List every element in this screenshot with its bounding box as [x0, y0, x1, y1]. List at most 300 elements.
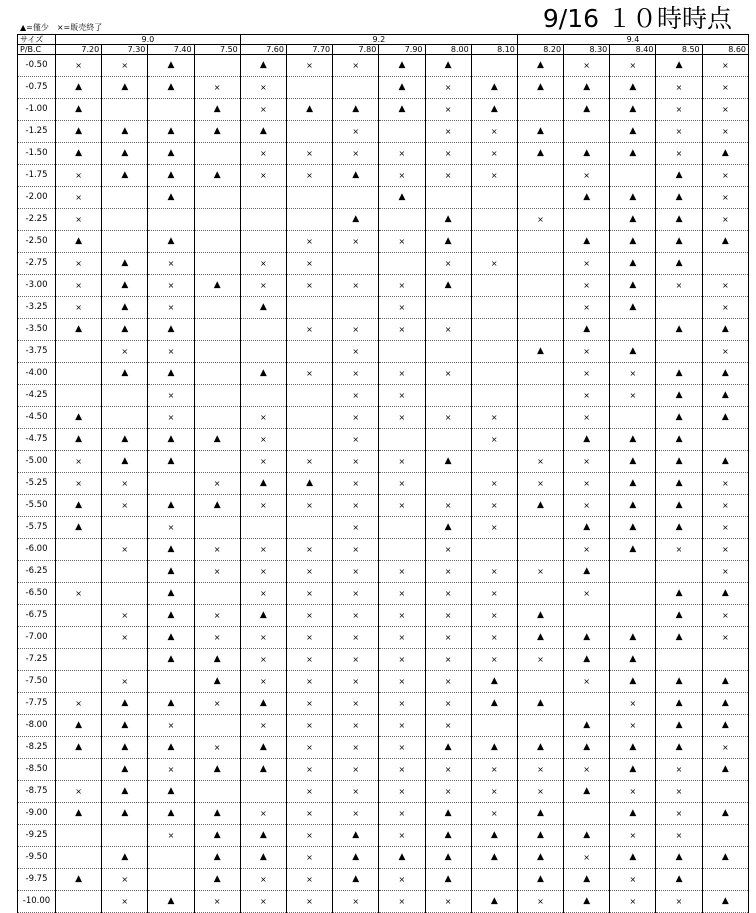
- stock-cell: ▲: [610, 671, 656, 693]
- stock-cell: ▲: [610, 649, 656, 671]
- stock-cell: [379, 121, 425, 143]
- stock-cell: ×: [148, 341, 194, 363]
- stock-cell: ×: [240, 99, 286, 121]
- stock-cell: ×: [333, 385, 379, 407]
- stock-cell: ×: [702, 275, 748, 297]
- column-header: 8.50: [656, 45, 702, 55]
- stock-cell: ▲: [56, 517, 102, 539]
- stock-cell: [194, 363, 240, 385]
- stock-cell: ×: [564, 847, 610, 869]
- stock-cell: [517, 715, 563, 737]
- stock-cell: ×: [286, 671, 332, 693]
- stock-cell: ▲: [564, 187, 610, 209]
- stock-cell: [379, 517, 425, 539]
- stock-cell: ×: [702, 209, 748, 231]
- stock-cell: ▲: [194, 869, 240, 891]
- stock-cell: [517, 253, 563, 275]
- stock-cell: ▲: [610, 121, 656, 143]
- stock-cell: ▲: [702, 231, 748, 253]
- stock-cell: ×: [517, 561, 563, 583]
- stock-cell: [425, 473, 471, 495]
- header-row-columns: [18, 45, 749, 55]
- table-row: [18, 649, 749, 671]
- stock-cell: ×: [425, 253, 471, 275]
- stock-cell: ×: [286, 781, 332, 803]
- stock-cell: [56, 759, 102, 781]
- stock-cell: [471, 231, 517, 253]
- stock-cell: ×: [333, 517, 379, 539]
- stock-cell: ▲: [102, 253, 148, 275]
- stock-cell: [656, 649, 702, 671]
- stock-cell: ▲: [425, 451, 471, 473]
- power-cell: -0.50: [18, 55, 56, 77]
- stock-cell: ▲: [240, 737, 286, 759]
- stock-cell: ×: [610, 781, 656, 803]
- table-row: [18, 209, 749, 231]
- power-cell: -2.00: [18, 187, 56, 209]
- stock-cell: [286, 209, 332, 231]
- stock-cell: [333, 253, 379, 275]
- stock-cell: ▲: [194, 759, 240, 781]
- stock-cell: ×: [702, 495, 748, 517]
- stock-cell: ×: [379, 891, 425, 913]
- stock-cell: ×: [610, 825, 656, 847]
- stock-cell: ×: [702, 517, 748, 539]
- stock-cell: ×: [56, 275, 102, 297]
- stock-cell: ×: [471, 495, 517, 517]
- table-row: [18, 781, 749, 803]
- stock-cell: ×: [194, 473, 240, 495]
- power-cell: -3.25: [18, 297, 56, 319]
- power-cell: -5.00: [18, 451, 56, 473]
- stock-cell: ▲: [564, 781, 610, 803]
- stock-cell: [517, 99, 563, 121]
- stock-cell: ×: [333, 275, 379, 297]
- stock-cell: ×: [240, 715, 286, 737]
- column-header: 7.30: [102, 45, 148, 55]
- stock-cell: ▲: [610, 429, 656, 451]
- stock-cell: [517, 583, 563, 605]
- table-row: [18, 561, 749, 583]
- stock-cell: ×: [517, 781, 563, 803]
- power-cell: -3.75: [18, 341, 56, 363]
- stock-cell: ×: [333, 803, 379, 825]
- power-cell: -1.00: [18, 99, 56, 121]
- stock-cell: ▲: [656, 451, 702, 473]
- power-cell: -2.75: [18, 253, 56, 275]
- power-cell: -5.75: [18, 517, 56, 539]
- stock-cell: [702, 825, 748, 847]
- stock-cell: ▲: [564, 737, 610, 759]
- table-row: [18, 341, 749, 363]
- stock-cell: ×: [333, 671, 379, 693]
- stock-cell: ▲: [564, 649, 610, 671]
- stock-cell: [379, 429, 425, 451]
- stock-cell: ▲: [286, 473, 332, 495]
- stock-cell: ×: [702, 561, 748, 583]
- stock-cell: ▲: [56, 319, 102, 341]
- stock-cell: ×: [194, 693, 240, 715]
- power-cell: -1.75: [18, 165, 56, 187]
- stock-cell: ×: [56, 781, 102, 803]
- stock-cell: ×: [333, 759, 379, 781]
- stock-cell: ▲: [56, 737, 102, 759]
- stock-cell: [56, 891, 102, 913]
- stock-cell: ▲: [564, 561, 610, 583]
- stock-cell: [194, 143, 240, 165]
- table-row: [18, 253, 749, 275]
- stock-table: [17, 34, 749, 913]
- stock-cell: [56, 363, 102, 385]
- stock-cell: ×: [425, 583, 471, 605]
- stock-cell: ×: [564, 407, 610, 429]
- stock-cell: ×: [517, 759, 563, 781]
- stock-cell: ▲: [148, 803, 194, 825]
- stock-cell: ×: [240, 143, 286, 165]
- stock-cell: [425, 297, 471, 319]
- stock-cell: ▲: [610, 803, 656, 825]
- table-row: [18, 363, 749, 385]
- stock-cell: ×: [379, 473, 425, 495]
- stock-cell: ▲: [240, 121, 286, 143]
- stock-cell: ×: [148, 517, 194, 539]
- stock-cell: ▲: [148, 451, 194, 473]
- stock-cell: [56, 847, 102, 869]
- stock-cell: ×: [286, 55, 332, 77]
- stock-cell: ×: [471, 605, 517, 627]
- stock-cell: ▲: [610, 451, 656, 473]
- stock-cell: [656, 297, 702, 319]
- stock-cell: [194, 231, 240, 253]
- power-cell: -2.25: [18, 209, 56, 231]
- stock-cell: ×: [102, 869, 148, 891]
- stock-cell: ×: [286, 539, 332, 561]
- stock-cell: ×: [333, 55, 379, 77]
- stock-cell: ×: [610, 715, 656, 737]
- stock-cell: ×: [286, 715, 332, 737]
- power-cell: -2.50: [18, 231, 56, 253]
- stock-cell: ×: [240, 671, 286, 693]
- stock-cell: [333, 187, 379, 209]
- stock-cell: ×: [517, 209, 563, 231]
- stock-cell: ▲: [379, 847, 425, 869]
- stock-cell: ▲: [148, 583, 194, 605]
- stock-cell: ×: [56, 451, 102, 473]
- stock-cell: ▲: [610, 495, 656, 517]
- power-cell: -4.00: [18, 363, 56, 385]
- stock-cell: ×: [425, 495, 471, 517]
- stock-cell: [517, 297, 563, 319]
- stock-cell: ×: [148, 297, 194, 319]
- stock-cell: ×: [333, 407, 379, 429]
- table-row: [18, 407, 749, 429]
- power-cell: -6.00: [18, 539, 56, 561]
- stock-cell: ▲: [656, 583, 702, 605]
- stock-cell: ×: [471, 649, 517, 671]
- table-row: [18, 847, 749, 869]
- stock-cell: [425, 341, 471, 363]
- stock-cell: ×: [656, 803, 702, 825]
- stock-cell: ×: [240, 77, 286, 99]
- stock-cell: ▲: [102, 165, 148, 187]
- stock-cell: ▲: [564, 715, 610, 737]
- power-cell: -8.00: [18, 715, 56, 737]
- stock-cell: [471, 539, 517, 561]
- stock-cell: ▲: [656, 55, 702, 77]
- stock-cell: ×: [240, 649, 286, 671]
- stock-cell: ×: [194, 627, 240, 649]
- stock-cell: ▲: [610, 275, 656, 297]
- stock-cell: ×: [379, 583, 425, 605]
- stock-cell: [425, 385, 471, 407]
- stock-cell: ×: [379, 869, 425, 891]
- stock-cell: [333, 77, 379, 99]
- stock-cell: ▲: [194, 495, 240, 517]
- stock-cell: ×: [286, 869, 332, 891]
- power-cell: -7.00: [18, 627, 56, 649]
- stock-cell: ×: [194, 891, 240, 913]
- stock-cell: ▲: [517, 55, 563, 77]
- stock-cell: ×: [56, 209, 102, 231]
- stock-cell: [471, 341, 517, 363]
- stock-cell: ×: [702, 341, 748, 363]
- stock-cell: ×: [286, 583, 332, 605]
- stock-cell: ▲: [148, 319, 194, 341]
- stock-cell: [425, 429, 471, 451]
- table-row: [18, 825, 749, 847]
- stock-cell: [517, 407, 563, 429]
- stock-cell: ×: [333, 539, 379, 561]
- table-row: [18, 121, 749, 143]
- stock-cell: ▲: [610, 99, 656, 121]
- table-row: [18, 737, 749, 759]
- stock-cell: ▲: [564, 77, 610, 99]
- stock-cell: [517, 231, 563, 253]
- stock-cell: ▲: [148, 187, 194, 209]
- stock-cell: ▲: [656, 715, 702, 737]
- stock-cell: ▲: [379, 99, 425, 121]
- stock-cell: ▲: [148, 231, 194, 253]
- stock-cell: ▲: [240, 693, 286, 715]
- stock-cell: ×: [656, 121, 702, 143]
- stock-cell: [471, 385, 517, 407]
- stock-cell: ×: [425, 627, 471, 649]
- stock-cell: ×: [564, 253, 610, 275]
- stock-cell: ×: [564, 385, 610, 407]
- stock-cell: [564, 693, 610, 715]
- stock-cell: ▲: [610, 209, 656, 231]
- stock-cell: ▲: [102, 77, 148, 99]
- stock-cell: [610, 407, 656, 429]
- stock-cell: [702, 253, 748, 275]
- stock-cell: ×: [379, 671, 425, 693]
- stock-cell: ▲: [56, 143, 102, 165]
- stock-cell: ▲: [702, 143, 748, 165]
- stock-cell: ▲: [333, 825, 379, 847]
- stock-cell: [194, 341, 240, 363]
- stock-cell: ×: [286, 737, 332, 759]
- stock-cell: ▲: [471, 99, 517, 121]
- stock-cell: ×: [471, 121, 517, 143]
- stock-cell: ▲: [656, 869, 702, 891]
- stock-cell: ×: [379, 825, 425, 847]
- power-cell: -6.25: [18, 561, 56, 583]
- stock-cell: ×: [471, 803, 517, 825]
- stock-cell: ×: [240, 583, 286, 605]
- stock-cell: ▲: [517, 341, 563, 363]
- stock-cell: ×: [194, 77, 240, 99]
- stock-cell: ▲: [379, 55, 425, 77]
- stock-cell: [517, 165, 563, 187]
- stock-cell: [194, 253, 240, 275]
- stock-cell: ×: [517, 649, 563, 671]
- stock-cell: ×: [379, 363, 425, 385]
- table-row: [18, 187, 749, 209]
- stock-cell: ▲: [56, 77, 102, 99]
- stock-cell: ×: [240, 495, 286, 517]
- power-cell: -7.75: [18, 693, 56, 715]
- stock-cell: ×: [333, 561, 379, 583]
- table-row: [18, 297, 749, 319]
- power-cell: -9.00: [18, 803, 56, 825]
- stock-cell: ×: [425, 781, 471, 803]
- power-cell: -1.50: [18, 143, 56, 165]
- stock-cell: ×: [286, 649, 332, 671]
- stock-cell: ▲: [656, 737, 702, 759]
- stock-cell: [379, 539, 425, 561]
- stock-cell: ×: [286, 363, 332, 385]
- stock-cell: ×: [333, 363, 379, 385]
- stock-cell: ×: [564, 165, 610, 187]
- stock-cell: ×: [379, 231, 425, 253]
- stock-cell: ×: [240, 539, 286, 561]
- stock-cell: [286, 407, 332, 429]
- stock-cell: ×: [286, 143, 332, 165]
- stock-cell: ▲: [656, 627, 702, 649]
- stock-cell: [286, 297, 332, 319]
- power-cell: -3.50: [18, 319, 56, 341]
- stock-cell: ▲: [702, 385, 748, 407]
- stock-cell: ▲: [102, 275, 148, 297]
- stock-cell: ▲: [471, 825, 517, 847]
- stock-cell: ×: [656, 891, 702, 913]
- stock-cell: ×: [471, 473, 517, 495]
- stock-cell: [286, 121, 332, 143]
- stock-cell: ▲: [471, 891, 517, 913]
- stock-cell: ×: [379, 385, 425, 407]
- stock-cell: ×: [379, 165, 425, 187]
- stock-cell: ×: [148, 715, 194, 737]
- stock-cell: ×: [379, 451, 425, 473]
- stock-cell: ×: [333, 583, 379, 605]
- stock-cell: ▲: [148, 77, 194, 99]
- stock-cell: ×: [56, 253, 102, 275]
- stock-cell: [471, 209, 517, 231]
- stock-cell: ▲: [656, 605, 702, 627]
- stock-cell: ▲: [425, 209, 471, 231]
- stock-cell: ×: [148, 253, 194, 275]
- stock-cell: ×: [517, 891, 563, 913]
- stock-cell: ▲: [425, 55, 471, 77]
- stock-cell: ×: [56, 297, 102, 319]
- stock-cell: ▲: [56, 231, 102, 253]
- stock-cell: ▲: [194, 671, 240, 693]
- stock-cell: ×: [702, 187, 748, 209]
- stock-cell: [148, 473, 194, 495]
- column-header: 7.50: [194, 45, 240, 55]
- stock-cell: ▲: [56, 803, 102, 825]
- stock-cell: ▲: [148, 737, 194, 759]
- stock-cell: ▲: [240, 605, 286, 627]
- stock-cell: ▲: [379, 77, 425, 99]
- stock-cell: ▲: [702, 803, 748, 825]
- stock-cell: [194, 517, 240, 539]
- table-row: [18, 451, 749, 473]
- stock-cell: ▲: [517, 737, 563, 759]
- column-header: 8.30: [564, 45, 610, 55]
- stock-cell: ×: [379, 803, 425, 825]
- stock-cell: [471, 869, 517, 891]
- stock-cell: ×: [702, 605, 748, 627]
- power-cell: -6.75: [18, 605, 56, 627]
- stock-cell: ×: [425, 561, 471, 583]
- stock-cell: ▲: [656, 165, 702, 187]
- stock-cell: ×: [564, 55, 610, 77]
- stock-cell: ×: [240, 869, 286, 891]
- stock-cell: ×: [379, 605, 425, 627]
- stock-cell: ▲: [194, 803, 240, 825]
- stock-cell: ▲: [702, 693, 748, 715]
- column-header: 7.70: [286, 45, 332, 55]
- stock-cell: ▲: [610, 473, 656, 495]
- stock-cell: ▲: [425, 825, 471, 847]
- stock-cell: ▲: [102, 847, 148, 869]
- stock-cell: ×: [194, 737, 240, 759]
- stock-cell: ▲: [102, 803, 148, 825]
- table-row: [18, 165, 749, 187]
- stock-cell: ×: [56, 55, 102, 77]
- stock-cell: ×: [286, 627, 332, 649]
- stock-cell: ×: [564, 539, 610, 561]
- stock-cell: ▲: [610, 539, 656, 561]
- stock-cell: [240, 209, 286, 231]
- stock-cell: [610, 561, 656, 583]
- stock-cell: ▲: [702, 891, 748, 913]
- stock-cell: ×: [102, 55, 148, 77]
- stock-cell: ▲: [564, 627, 610, 649]
- stock-cell: ▲: [517, 847, 563, 869]
- stock-cell: ▲: [610, 627, 656, 649]
- stock-cell: ×: [379, 143, 425, 165]
- stock-cell: ×: [471, 583, 517, 605]
- stock-cell: [471, 55, 517, 77]
- stock-cell: ×: [102, 627, 148, 649]
- stock-cell: ▲: [102, 363, 148, 385]
- stock-cell: ×: [656, 759, 702, 781]
- stock-cell: ▲: [56, 869, 102, 891]
- stock-cell: ×: [240, 891, 286, 913]
- stock-cell: ▲: [610, 187, 656, 209]
- stock-cell: ▲: [564, 869, 610, 891]
- stock-cell: ▲: [517, 869, 563, 891]
- stock-cell: ▲: [425, 231, 471, 253]
- stock-cell: [610, 165, 656, 187]
- stock-cell: ▲: [610, 737, 656, 759]
- stock-cell: ▲: [702, 407, 748, 429]
- stock-cell: ▲: [148, 693, 194, 715]
- stock-cell: [564, 803, 610, 825]
- stock-cell: [194, 297, 240, 319]
